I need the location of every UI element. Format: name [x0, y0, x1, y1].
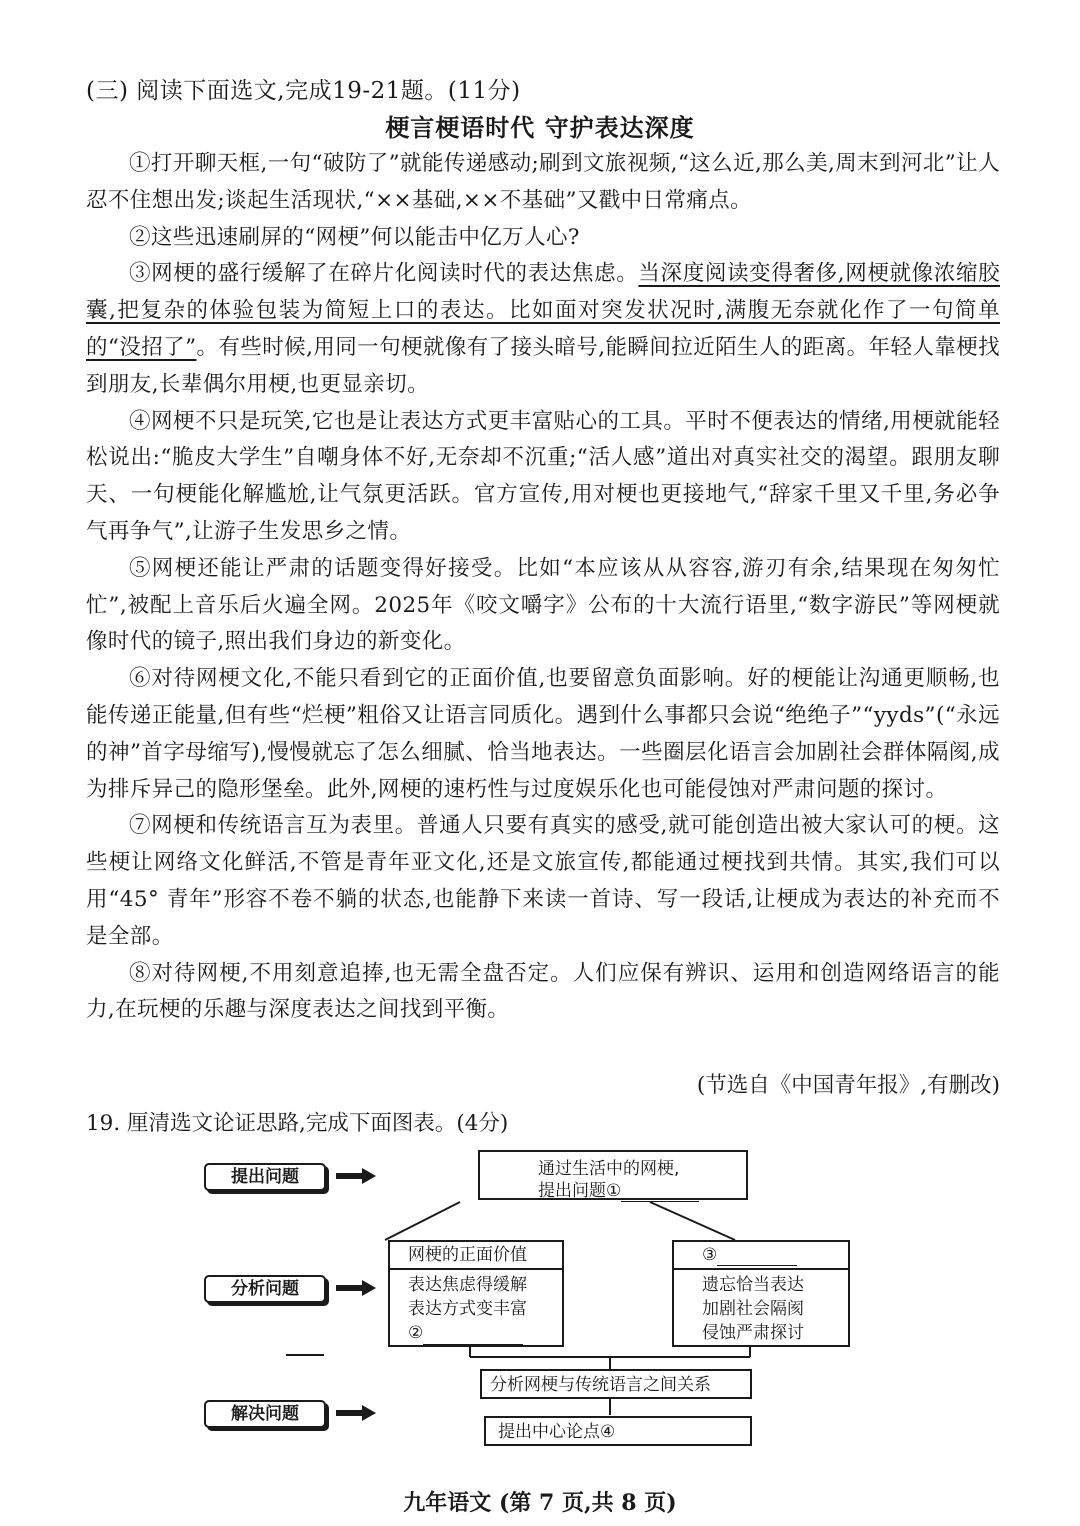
paragraph-5: ⑤网梗还能让严肃的话题变得好接受。比如“本应该从从容容,游刃有余,结果现在匆匆忙忙”,被配上音乐后火遍全网。2025年《咬文嚼字》公布的十大流行语里,“数字游民”等网梗就像时代的镜子,照出我们身边的新变化。: [86, 555, 1000, 655]
negative-item-1: 遗忘恰当表达: [702, 1275, 804, 1295]
negative-item-2: 加剧社会隔阂: [702, 1299, 804, 1319]
negative-item-3: 侵蚀严肃探讨: [702, 1323, 804, 1343]
raise-line-2: 提出问题①: [538, 1181, 622, 1201]
positive-item-1: 表达焦虑得缓解: [408, 1275, 527, 1295]
negative-header-row: [674, 1242, 848, 1270]
negative-header: ③: [702, 1245, 718, 1265]
stage-analyze-label: 分析问题: [204, 1275, 326, 1303]
source-note: (节选自《中国青年报》,有删改): [696, 1073, 1000, 1098]
positive-value-box: [388, 1240, 564, 1347]
paragraph-1: ①打开聊天框,一句“破防了”就能传递感动;刷到文旅视频,“这么近,那么美,周末到河北”让人忍不住想出发;谈起生活现状,“××基础,××不基础”又戳中日常痛点。: [86, 151, 1000, 213]
paragraph-3: [86, 256, 1000, 403]
article-body: [86, 146, 1000, 1029]
paragraph-3-underlined: 当深度阅读变得奢侈,网梗就像浓缩胶囊,把复杂的体验包装为简短上口的表达。比如面对突发状况时,满腹无奈就化作了一句简单的“没招了”: [86, 261, 1001, 360]
raise-question-box: [478, 1150, 748, 1200]
answer-blank-2[interactable]: [423, 1328, 523, 1345]
paragraph-3-start: ③网梗的盛行缓解了在碎片化阅读时代的表达焦虑。: [129, 261, 639, 287]
answer-blank-4[interactable]: [615, 1429, 705, 1446]
answer-blank-3[interactable]: [717, 1249, 797, 1266]
question-19: 19. 厘清选文论证思路,完成下面图表。(4分): [86, 1111, 509, 1136]
paragraph-3-end: 。有些时候,用同一句梗就像有了接头暗号,能瞬间拉近陌生人的距离。年轻人靠梗找到朋友,长辈偶尔用梗,也更显亲切。: [86, 334, 1000, 397]
answer-blank-1[interactable]: [621, 1185, 699, 1202]
thesis-box: [484, 1416, 752, 1446]
negative-impact-box: [672, 1240, 850, 1347]
page-footer: 九年语文 (第 7 页,共 8 页): [403, 1490, 677, 1516]
paragraph-2: ②这些迅速刷屏的“网梗”何以能击中亿万人心?: [129, 224, 580, 250]
stray-mark: [286, 1354, 324, 1356]
positive-value-header: 网梗的正面价值: [390, 1242, 562, 1270]
paragraph-8: ⑧对待网梗,不用刻意追捧,也无需全盘否定。人们应保有辨识、运用和创造网络语言的能力,在玩梗的乐趣与深度表达之间找到平衡。: [86, 960, 1000, 1023]
positive-item-3-row: [408, 1321, 562, 1345]
stage-raise-label: 提出问题: [204, 1163, 326, 1191]
raise-line-2-row: [538, 1180, 746, 1202]
positive-item-3: ②: [408, 1323, 424, 1343]
paragraph-4: ④网梗不只是玩笑,它也是让表达方式更丰富贴心的工具。平时不便表达的情绪,用梗就能轻松说出:“脆皮大学生”自嘲身体不好,无奈却不沉重;“活人感”道出对真实社交的渴望。跟朋友聊天、一句梗能化解尴尬,让气氛更活跃。官方宣传,用对梗也更接地气,“辞家千里又千里,务必争气再争气”,让游子生发思乡之情。: [86, 408, 1000, 544]
paragraph-6: ⑥对待网梗文化,不能只看到它的正面价值,也要留意负面影响。好的梗能让沟通更顺畅,也能传递正能量,但有些“烂梗”粗俗又让语言同质化。遇到什么事都只会说“绝绝子”“yyds”(“永远的神”首字母缩写),慢慢就忘了怎么细腻、恰当地表达。一些圈层化语言会加剧社会群体隔阂,成为排斥异己的隐形堡垒。此外,网梗的速朽性与过度娱乐化也可能侵蚀对严肃问题的探讨。: [86, 666, 1000, 802]
relation-analysis-box: 分析网梗与传统语言之间关系: [480, 1369, 752, 1399]
section-heading: (三) 阅读下面选文,完成19-21题。(11分): [86, 78, 521, 104]
argument-diagram: [190, 1145, 804, 1445]
article-title: 梗言梗语时代 守护表达深度: [385, 113, 695, 142]
thesis-label: 提出中心论点④: [498, 1422, 616, 1442]
positive-item-2: 表达方式变丰富: [408, 1299, 527, 1319]
raise-line-1: 通过生活中的网梗,: [538, 1159, 680, 1179]
stage-solve-label: 解决问题: [204, 1400, 326, 1428]
paragraph-7: ⑦网梗和传统语言互为表里。普通人只要有真实的感受,就可能创造出被大家认可的梗。这些梗让网络文化鲜活,不管是青年亚文化,还是文旅宣传,都能通过梗找到共情。其实,我们可以用“45° 青年”形容不卷不躺的状态,也能静下来读一首诗、写一段话,让梗成为表达的补充而不是全部。: [86, 813, 1000, 949]
